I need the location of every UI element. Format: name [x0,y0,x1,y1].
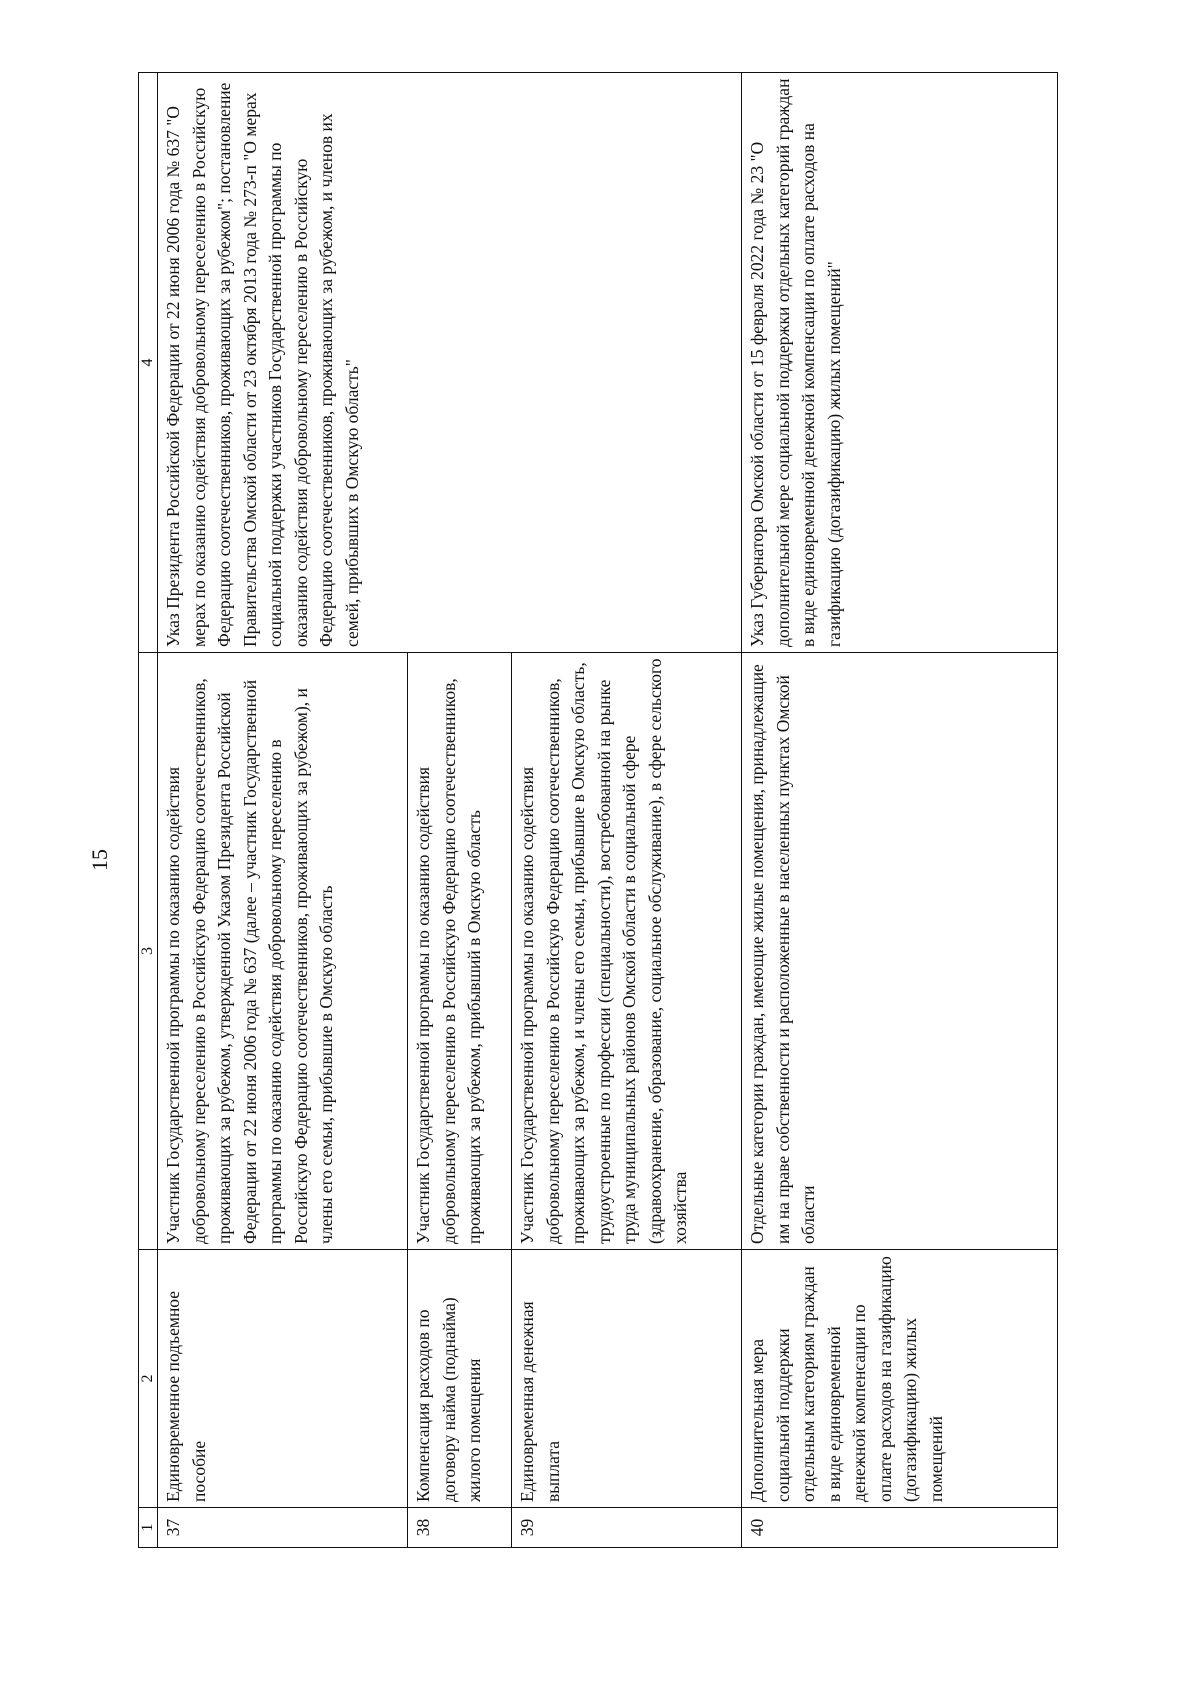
row-number: 38 [408,1508,512,1548]
page-number: 15 [87,849,112,871]
rotated-table-container [138,73,1068,1548]
benefits-table [138,72,1058,1548]
row-number: 37 [158,1508,408,1548]
benefit-name: Дополнительная мера социальной поддержки отдельным категориям граждан в виде единовременной денежной компенсации по оплате расходов на газификацию (догазификацию) жилых помещений [742,1250,1058,1508]
benefit-recipients: Участник Государственной программы по оказанию содействия добровольному переселению в Российскую Федерацию соотечественников, проживающих за рубежом, прибывший в Омскую область [408,653,512,1250]
benefit-name: Единовременная денежная выплата [512,1250,742,1508]
column-header-1: 1 [139,1508,158,1548]
column-header-3: 3 [139,653,158,1250]
benefit-recipients: Отдельные категории граждан, имеющие жилые помещения, принадлежащие им на праве собственности и расположенные в населенных пунктах Омской области [742,653,1058,1250]
column-header-2: 2 [139,1250,158,1508]
table-header-row [139,73,158,1548]
row-number: 39 [512,1508,742,1548]
benefit-recipients: Участник Государственной программы по оказанию содействия добровольному переселению в Российскую Федерацию соотечественников, проживающих за рубежом, утвержденной Указом Президента Российской Федерации от 22 июня 2006 года № 637 (далее – участник Государственной программы по оказанию содействия добровольному переселению в Российскую Федерацию соотечественников, проживающих за рубежом), и члены его семьи, прибывшие в Омскую область [158,653,408,1250]
row-number: 40 [742,1508,1058,1548]
legal-basis: Указ Президента Российской Федерации от 22 июня 2006 года № 637 "О мерах по оказанию содействия добровольному переселению в Российскую Федерацию соотечественников, проживающих за рубежом"; постановление Правительства Омской области от 23 октября 2013 года № 273-п "О мерах социальной поддержки участников Государственной программы по оказанию содействия добровольному переселению в Российскую Федерацию соотечественников, проживающих за рубежом, и членов их семей, прибывших в Омскую область" [158,73,742,653]
legal-basis: Указ Губернатора Омской области от 15 февраля 2022 года № 23 "О дополнительной мере социальной поддержки отдельных категорий граждан в виде единовременной денежной компенсации по оплате расходов на газификацию (догазификацию) жилых помещений" [742,73,1058,653]
benefit-name: Компенсация расходов по договору найма (поднайма) жилого помещения [408,1250,512,1508]
benefits-table-wrapper [138,73,1068,1548]
column-header-4: 4 [139,73,158,653]
table-row [158,73,408,1548]
table-row [742,73,1058,1548]
benefit-recipients: Участник Государственной программы по оказанию содействия добровольному переселению в Российскую Федерацию соотечественников, проживающих за рубежом, и члены его семьи, прибывшие в Омскую область, трудоустроенные по профессии (специальности), востребованной на рынке труда муниципальных районов Омской области в социальной сфере (здравоохранение, образование, социальное обслуживание), в сфере сельского хозяйства [512,653,742,1250]
benefit-name: Единовременное подъемное пособие [158,1250,408,1508]
